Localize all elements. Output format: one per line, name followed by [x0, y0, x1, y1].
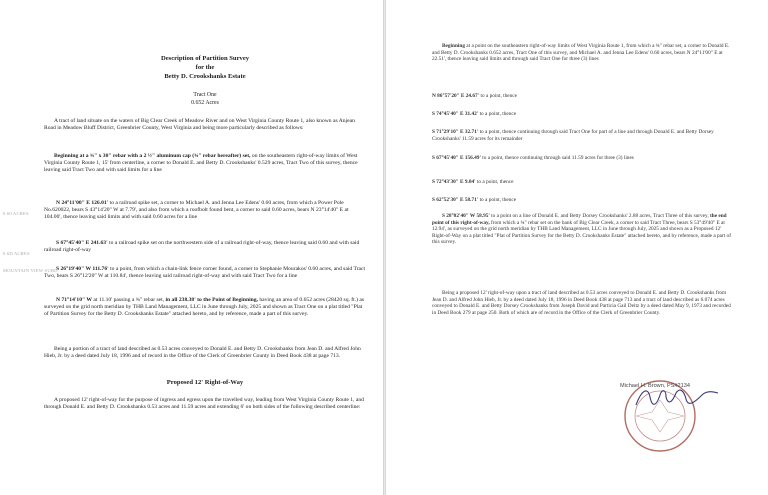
row-call-7-text: from which a ¾" rebar set on the bank of Big Clear Creek, a corner to said Tract Three, bears S 53°49'40" E at 12.94', as surveyed on the grid north meridian by THB Land Management, LLC in June through July, 2025 and shown as a Proposed 12' Right-of-Way on a plat titled "Plat of Partition Survey for the Betty D. Crookshanks Estate" attached hereto, and by reference, made a part of this survey. — [432, 219, 731, 246]
row-call-4-bearing: S 67°45'40" E 156.49' — [432, 155, 481, 161]
row-call-4 — [432, 155, 732, 162]
row-call-6-bearing: S 62°52'30" E 58.71' — [432, 197, 479, 203]
row-portion-paragraph: Being a proposed 12' right-of-way upon a tract of land described as 0.53 acres conveyed to Donald E. and Betty D. Crookshanks from Jean D. and Alfred John Hieb, Jr. by a deed dated July 18, 1996 in Deed Book 438 at page 713 and a tract of land described as 6.074 acres conveyed to Donald E. and Betty Dorsey Crookshanks from Joseph David and Particia Gail Deitz by a deed dated May 9, 1973 and recorded in Deed Book 279 at page 250. Both of which are of record in the Office of the Clerk of Greenbrier County. — [432, 290, 731, 316]
margin-ghost-text-1: 0.60 ACRES — [3, 211, 29, 216]
row-call-5-bearing: S 72°43'30" E 9.84' — [432, 179, 476, 185]
call-4-bearing: N 71°14'10" W — [56, 297, 93, 303]
row-call-1 — [432, 93, 517, 99]
row-paragraph: A proposed 12' right-of-way for the purpose of ingress and egress upon the travelled way, leading from West Virginia County Route 1, and through Donald E. and Betty D. Crookshanks 0.53 acres and 11.59 acres and extending 6' on both sides of the following described centerline: — [44, 397, 364, 410]
document-title-line3: Betty D. Crookshanks Estate — [164, 73, 246, 80]
call-2-bearing: S 67°45'40" E 241.63' — [56, 240, 108, 246]
right-page — [386, 0, 768, 495]
document-title-line1: Description of Partition Survey — [160, 55, 250, 62]
row-call-2 — [432, 111, 516, 117]
call-4-text: having an area of 0.652 acres (28420 sq. ft.) as surveyed on the grid north meridian by THB Land Management, LLC in June through July, 2025 and shown as Tract One on a plat titled "Plat of Partition Survey for the Betty D. Crookshanks Estate" attached hereto, and by reference, made a part of this survey. — [44, 297, 365, 317]
row-call-3 — [432, 129, 732, 142]
call-3-text: to a point, from which a chain-link fence corner found, a corner to Stephanie Mourakos' 0.60 acres, and said Tract Two, bears S 26°12'20" W at 110.84', thence leaving said railroad right-of-way and with said Tract Two for a line — [44, 266, 366, 279]
document-title-line2: for the — [195, 64, 215, 71]
portion-paragraph: Being a portion of a tract of land described as 0.53 acres conveyed to Donald E. and Betty D. Crookshanks from Jean D. and Alfred John Hieb, Jr. by a deed dated July 18, 1996 and of record in the Office of the Clerk of Greenbrier County in Deed Book 438 at page 713. — [44, 346, 361, 359]
row-call-6 — [432, 197, 516, 203]
row-call-7-mid: to a point on a line of Donald E. and Betty Dorsey Crookshanks' 2.88 acres, Tract Three of this survey, — [489, 213, 710, 219]
row-call-3-bearing: S 71°29'10" E 32.71' — [432, 129, 479, 135]
call-3-bearing: S 26°19'40" W 111.76' — [56, 266, 109, 272]
margin-ghost-text-3: MOUNTAIN VIEW SUBD. — [3, 268, 59, 273]
intro-paragraph: A tract of land situate on the waters of Big Clear Creek of Meadow River and on West Virginia County Route 1, also known as Anjean Road in Meadow Bluff District, Greenbrier County, West Virginia and being more particularly described as follows: — [44, 118, 355, 131]
row-call-7 — [432, 213, 732, 246]
call-2-text: to a railroad spike set on the northwestern side of a railroad right-of-way, thence leaving said 0.60 and with said railroad right-of-way — [44, 240, 360, 253]
row-call-5-text: to a point, thence — [475, 179, 514, 185]
tract-heading: Tract One — [193, 92, 217, 98]
row-beginning-bold: Beginning — [442, 43, 465, 49]
call-4-pob: in all 238.38' to the Point of Beginning, — [165, 297, 258, 303]
row-call-6-text: to a point, thence — [478, 197, 517, 203]
row-call-2-bearing: S 74°45'40" E 31.42' — [432, 111, 479, 117]
margin-ghost-text-2: 0.6D ACRES — [3, 251, 30, 256]
call-1-paragraph — [44, 200, 366, 221]
beginning-rest: on the southeastern right-of-way limits of West Virginia County Route 1, 15' from centerline, a corner to Donald E. and Betty D. Crookshanks' 0.529 acres, Tract Two of this survey, thence leaving said Tract Two and with said limits for a line — [44, 153, 358, 173]
row-heading: Proposed 12' Right-of-Way — [166, 379, 244, 386]
row-call-4-text: to a point, thence continuing through said 11.59 acres for three (3) lines — [480, 155, 634, 161]
tract-acres: 0.652 Acres — [191, 100, 219, 106]
left-page — [0, 0, 383, 495]
call-3-paragraph — [44, 266, 366, 280]
call-4-mid: at 11.10' passing a ¾" rebar set, — [92, 297, 166, 303]
row-call-3-text: to a point, thence continuing through said Tract One for part of a line and through Donald E. and Betty Dorsey Crookshanks' 11.59 acres for its remainder — [432, 129, 714, 142]
row-beginning-text: at a point on the southeastern right-of-way limits of West Virginia Route 1, from which a ¾" rebar set, a corner to Donald E. and Betty D. Crookshanks 0.652 acres, Tract One of this survey, and Michael A. and Jenna Lee Edens' 0.60 acres, bears N 24°11'00" E at 22.51', thence leaving said limits and through said Tract One for three (3) lines — [432, 43, 730, 63]
row-call-7-end: the end point of this right-of-way, — [432, 213, 727, 226]
call-1-bearing: N 24°11'00" E 126.01' — [56, 200, 109, 206]
call-2-paragraph — [44, 240, 366, 254]
row-call-7-bearing: S 28°02'40" W 58.95' — [442, 213, 490, 219]
surveyor-name: Michael H. Brown, PS#2134 — [620, 383, 690, 389]
row-call-5 — [432, 179, 513, 185]
row-call-1-text: to a point, thence — [479, 93, 517, 99]
beginning-paragraph — [44, 153, 366, 174]
row-beginning-paragraph — [432, 43, 732, 63]
call-4-paragraph — [44, 297, 366, 318]
beginning-bold: Beginning at a ¾" x 30" rebar with a 2 ½" aluminum cap (¾" rebar hereafter) set, — [54, 153, 251, 159]
row-call-2-text: to a point, thence — [478, 111, 517, 117]
row-call-1-bearing: N 86°57'20" E 24.67' — [432, 93, 480, 99]
call-1-text: to a railroad spike set, a corner to Michael A. and Jenna Lee Edens' 0.60 acres, from which a Power Pole No.620022, bears S 43°14'20" W at 7.79', and also from which a roofbolt found bent, a corner to said 0.60 acres, bears N 23°14'40" E at 104.00', thence leaving said limits and with said 0.60 acres for a line — [44, 200, 349, 220]
